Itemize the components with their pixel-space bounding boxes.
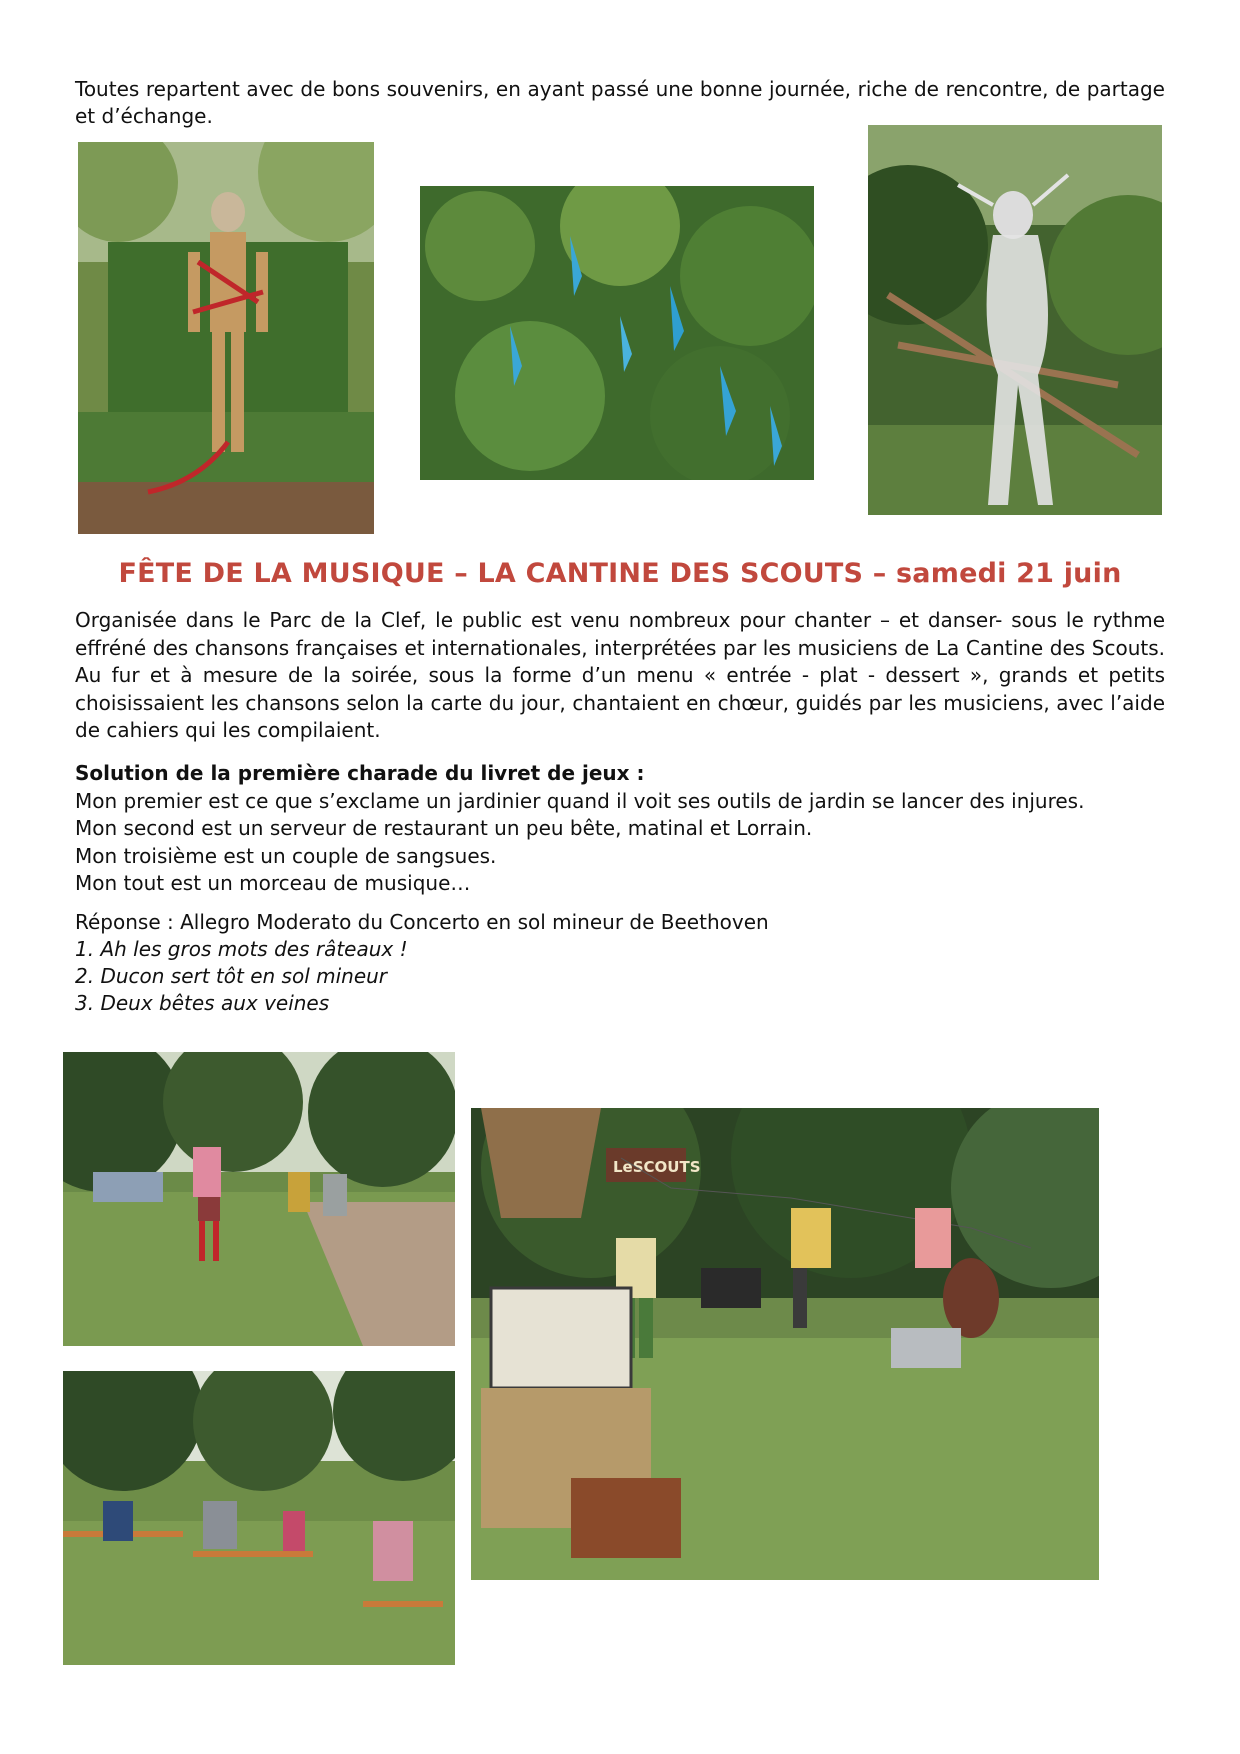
event-description: Organisée dans le Parc de la Clef, le public est venu nombreux pour chanter – et danser- sous le rythme effréné des chansons françaises et internationales, interprétées par les musiciens de La Cantine des Scouts. Au fur et à mesure de la soirée, sous la forme d’un menu « entrée - plat - dessert », grands et petits choisissaient les chansons selon la carte du jour, chantaient en chœur, guidés par les musiciens, avec l’aide de cahiers qui les compilaient. (75, 608, 1165, 742)
charade-heading: Solution de la première charade du livret de jeux : (75, 761, 645, 785)
section-title: FÊTE DE LA MUSIQUE – LA CANTINE DES SCOUTS – samedi 21 juin (118, 558, 1122, 589)
answer-item: 2. Ducon sert tôt en sol mineur (75, 964, 388, 988)
photo-scouts-dancing (63, 1052, 455, 1346)
charade-line: Mon second est un serveur de restaurant un peu bête, matinal et Lorrain. (75, 816, 813, 840)
charade-line: Mon tout est un morceau de musique… (75, 871, 471, 895)
answer-label: Réponse : Allegro Moderato du Concerto en sol mineur de Beethoven (75, 910, 769, 934)
charade-line: Mon premier est ce que s’exclame un jardinier quand il voit ses outils de jardin se lancer des injures. (75, 788, 1085, 813)
charade-solution (75, 760, 1175, 898)
photo-wooden-figure-sculpture (78, 142, 374, 534)
intro-paragraph: Toutes repartent avec de bons souvenirs, en ayant passé une bonne journée, riche de rencontre, de partage et d’échange. (75, 77, 1165, 128)
photo-audience-benches (63, 1371, 455, 1665)
photo-wire-mesh-figure (868, 125, 1162, 515)
answer-item: 1. Ah les gros mots des râteaux ! (75, 937, 408, 961)
answer-item: 3. Deux bêtes aux veines (75, 991, 330, 1015)
photo-band-performing (471, 1108, 1099, 1580)
photo-blue-ornaments-foliage (420, 186, 814, 480)
banner-text: LeSCOUTS (613, 1158, 701, 1176)
charade-line: Mon troisième est un couple de sangsues. (75, 843, 497, 868)
answer-block (75, 909, 1175, 1017)
